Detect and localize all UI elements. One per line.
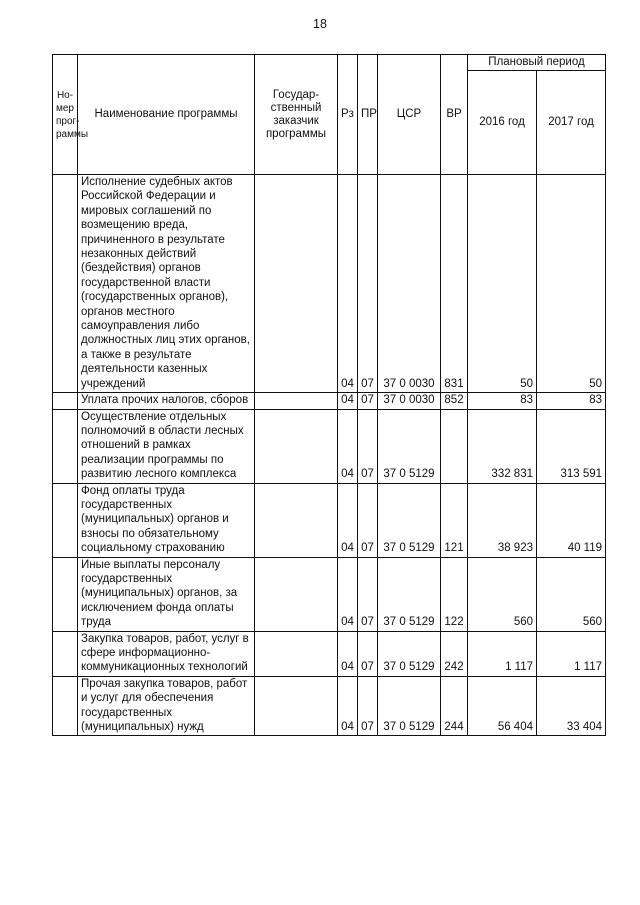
row-program-name: Закупка товаров, работ, услуг в сфере информационно-коммуникационных технологий — [78, 631, 255, 676]
row-rz: 04 — [338, 409, 358, 483]
row-rz: 04 — [338, 631, 358, 676]
row-vr: 242 — [441, 631, 468, 676]
row-rz: 04 — [338, 676, 358, 736]
header-program-name: Наименование программы — [78, 55, 255, 175]
header-vr: ВР — [441, 55, 468, 175]
row-program-name: Иные выплаты персоналу государственных (муниципальных) органов, за исключением фонда оплаты труда — [78, 557, 255, 631]
row-amount-2016: 50 — [468, 175, 537, 393]
row-program-name: Уплата прочих налогов, сборов — [78, 393, 255, 409]
header-customer: Государ-ственный заказчик программы — [255, 55, 338, 175]
header-rz: Рз — [338, 55, 358, 175]
row-program-number — [53, 483, 78, 557]
row-pr: 07 — [358, 483, 378, 557]
header-program-number: Но-мер прог-раммы — [53, 55, 78, 175]
row-amount-2016: 56 404 — [468, 676, 537, 736]
row-csr: 37 0 5129 — [378, 631, 441, 676]
row-program-number — [53, 393, 78, 409]
row-program-number — [53, 676, 78, 736]
row-amount-2017: 313 591 — [537, 409, 606, 483]
row-program-number — [53, 175, 78, 393]
row-amount-2016: 560 — [468, 557, 537, 631]
header-csr: ЦСР — [378, 55, 441, 175]
row-amount-2016: 1 117 — [468, 631, 537, 676]
row-csr: 37 0 5129 — [378, 557, 441, 631]
row-vr — [441, 409, 468, 483]
row-amount-2016: 83 — [468, 393, 537, 409]
table-row — [53, 676, 606, 736]
row-amount-2017: 1 117 — [537, 631, 606, 676]
header-pr: ПР — [358, 55, 378, 175]
row-pr: 07 — [358, 175, 378, 393]
row-pr: 07 — [358, 676, 378, 736]
header-year-2017: 2017 год — [537, 71, 606, 175]
row-program-name: Осуществление отдельных полномочий в области лесных отношений в рамках реализации программы по развитию лесного комплекса — [78, 409, 255, 483]
row-program-name: Прочая закупка товаров, работ и услуг для обеспечения государственных (муниципальных) нужд — [78, 676, 255, 736]
row-customer — [255, 483, 338, 557]
row-csr: 37 0 0030 — [378, 393, 441, 409]
row-rz: 04 — [338, 557, 358, 631]
table-row — [53, 631, 606, 676]
row-program-name: Фонд оплаты труда государственных (муниципальных) органов и взносы по обязательному социальному страхованию — [78, 483, 255, 557]
row-vr: 831 — [441, 175, 468, 393]
row-amount-2017: 50 — [537, 175, 606, 393]
row-csr: 37 0 5129 — [378, 409, 441, 483]
row-customer — [255, 631, 338, 676]
row-vr: 121 — [441, 483, 468, 557]
row-amount-2016: 332 831 — [468, 409, 537, 483]
row-csr: 37 0 5129 — [378, 676, 441, 736]
row-rz: 04 — [338, 393, 358, 409]
row-amount-2017: 33 404 — [537, 676, 606, 736]
row-vr: 244 — [441, 676, 468, 736]
table-row — [53, 393, 606, 409]
page-number: 18 — [313, 17, 327, 31]
header-planning-period: Плановый период — [468, 55, 606, 71]
row-customer — [255, 409, 338, 483]
table-row — [53, 175, 606, 393]
row-pr: 07 — [358, 393, 378, 409]
row-rz: 04 — [338, 483, 358, 557]
budget-table — [52, 54, 606, 736]
row-pr: 07 — [358, 631, 378, 676]
row-amount-2016: 38 923 — [468, 483, 537, 557]
row-pr: 07 — [358, 409, 378, 483]
row-vr: 852 — [441, 393, 468, 409]
row-customer — [255, 175, 338, 393]
row-amount-2017: 83 — [537, 393, 606, 409]
row-amount-2017: 40 119 — [537, 483, 606, 557]
row-vr: 122 — [441, 557, 468, 631]
table-row — [53, 557, 606, 631]
row-csr: 37 0 5129 — [378, 483, 441, 557]
row-customer — [255, 676, 338, 736]
row-program-number — [53, 631, 78, 676]
header-year-2016: 2016 год — [468, 71, 537, 175]
row-customer — [255, 557, 338, 631]
table-row — [53, 483, 606, 557]
row-program-number — [53, 409, 78, 483]
table-row — [53, 409, 606, 483]
row-program-name: Исполнение судебных актов Российской Федерации и мировых соглашений по возмещению вреда, причиненного в результате незаконных действий (бездействия) органов государственной власти (государственных органов), органов местного самоуправления либо должностных лиц этих органов, а также в результате деятельности казенных учреждений — [78, 175, 255, 393]
row-program-number — [53, 557, 78, 631]
row-rz: 04 — [338, 175, 358, 393]
row-customer — [255, 393, 338, 409]
row-csr: 37 0 0030 — [378, 175, 441, 393]
row-amount-2017: 560 — [537, 557, 606, 631]
row-pr: 07 — [358, 557, 378, 631]
